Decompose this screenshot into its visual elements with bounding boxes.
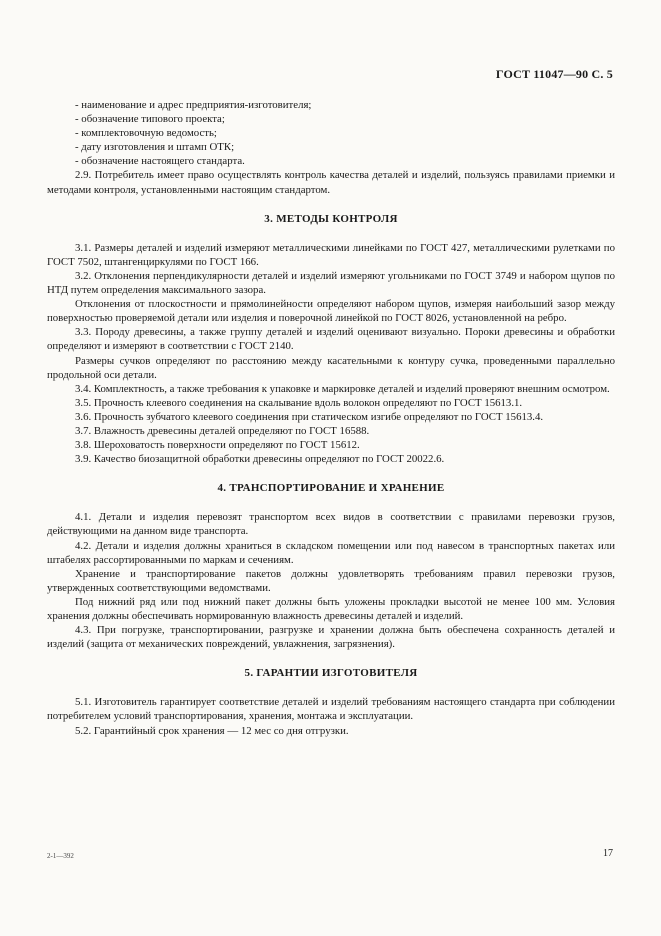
paragraph: Размеры сучков определяют по расстоянию между касательными к контуру сучка, проведенными параллельно продольной оси детали.	[47, 354, 615, 381]
paragraph: 3.8. Шероховатость поверхности определяют по ГОСТ 15612.	[75, 439, 360, 452]
paragraph: 5.2. Гарантийный срок хранения — 12 мес со дня отгрузки.	[75, 724, 349, 737]
running-header: ГОСТ 11047—90 С. 5	[495, 67, 613, 81]
list-item: - обозначение типового проекта;	[75, 113, 225, 126]
section-3-title: 3. МЕТОДЫ КОНТРОЛЯ	[264, 212, 398, 225]
section-4-title: 4. ТРАНСПОРТИРОВАНИЕ И ХРАНЕНИЕ	[217, 482, 445, 495]
paragraph: 3.1. Размеры деталей и изделий измеряют металлическими линейками по ГОСТ 427, металлическими рулетками по ГОСТ 7502, штангенциркулями по ГОСТ 166.	[47, 241, 615, 268]
paragraph-2-9: 2.9. Потребитель имеет право осуществлять контроль качества деталей и изделий, пользуясь правилами приемки и методами контроля, установленными настоящим стандартом.	[47, 169, 615, 196]
paragraph: 3.9. Качество биозащитной обработки древесины определяют по ГОСТ 20022.6.	[75, 453, 445, 466]
list-item: - дату изготовления и штамп ОТК;	[75, 141, 235, 154]
section-5-body	[47, 695, 615, 737]
section-4-body	[47, 510, 615, 651]
section-3-body	[47, 241, 615, 467]
paragraph: 3.4. Комплектность, а также требования к упаковке и маркировке деталей и изделий проверяют внешним осмотром.	[75, 382, 610, 395]
paragraph: 5.1. Изготовитель гарантирует соответствие деталей и изделий требованиям настоящего стандарта при соблюдении потребителем условий транспортирования, хранения, монтажа и эксплуатации.	[47, 696, 615, 723]
paragraph: 4.2. Детали и изделия должны храниться в складском помещении или под навесом в транспортных пакетах или штабелях рассортированными по маркам и сечениям.	[47, 539, 615, 566]
paragraph: 3.2. Отклонения перпендикулярности деталей и изделий измеряют угольниками по ГОСТ 3749 и набором щупов по НТД путем определения максимального зазора.	[47, 269, 615, 297]
paragraph: 3.7. Влажность древесины деталей определяют по ГОСТ 16588.	[75, 424, 370, 437]
paragraph: Под нижний ряд или под нижний пакет должны быть уложены прокладки высотой не менее 100 мм. Условия хранения должны обеспечивать нормированную влажность древесины деталей и изделий.	[47, 595, 615, 622]
list-item: - комплектовочную ведомость;	[75, 127, 217, 140]
paragraph: 4.1. Детали и изделия перевозят транспортом всех видов в соответствии с правилами перевозки грузов, действующими на данном виде транспорта.	[47, 511, 615, 538]
section-5-title: 5. ГАРАНТИИ ИЗГОТОВИТЕЛЯ	[244, 667, 418, 680]
list-item: - обозначение настоящего стандарта.	[75, 155, 245, 168]
footer-code: 2-1—392	[47, 852, 74, 860]
paragraph: Хранение и транспортирование пакетов должны удовлетворять требованиям правил перевозки грузов, утвержденных соответствующими ведомствами.	[47, 567, 615, 594]
paragraph: 3.6. Прочность зубчатого клеевого соединения при статическом изгибе определяют по ГОСТ 15613.4.	[75, 410, 544, 423]
paragraph: 3.5. Прочность клеевого соединения на скалывание вдоль волокон определяют по ГОСТ 15613.1.	[75, 396, 523, 409]
paragraph: 3.3. Породу древесины, а также группу деталей и изделий оценивают визуально. Пороки древесины и обработки определяют и измеряют в соответствии с ГОСТ 2140.	[47, 326, 615, 353]
marking-list	[47, 98, 615, 168]
document-body	[47, 98, 615, 738]
page-number: 17	[603, 848, 613, 859]
paragraph: 4.3. При погрузке, транспортировании, разгрузке и хранении должна быть обеспечена сохранность деталей и изделий (защита от механических повреждений, увлажнения, загрязнения).	[47, 624, 615, 651]
paragraph: Отклонения от плоскостности и прямолинейности определяют набором щупов, измеряя наибольший зазор между поверхностью проверяемой детали или изделия и поверочной линейкой по ГОСТ 8026, установленной на ребро.	[47, 298, 615, 325]
list-item: - наименование и адрес предприятия-изготовителя;	[75, 99, 312, 111]
